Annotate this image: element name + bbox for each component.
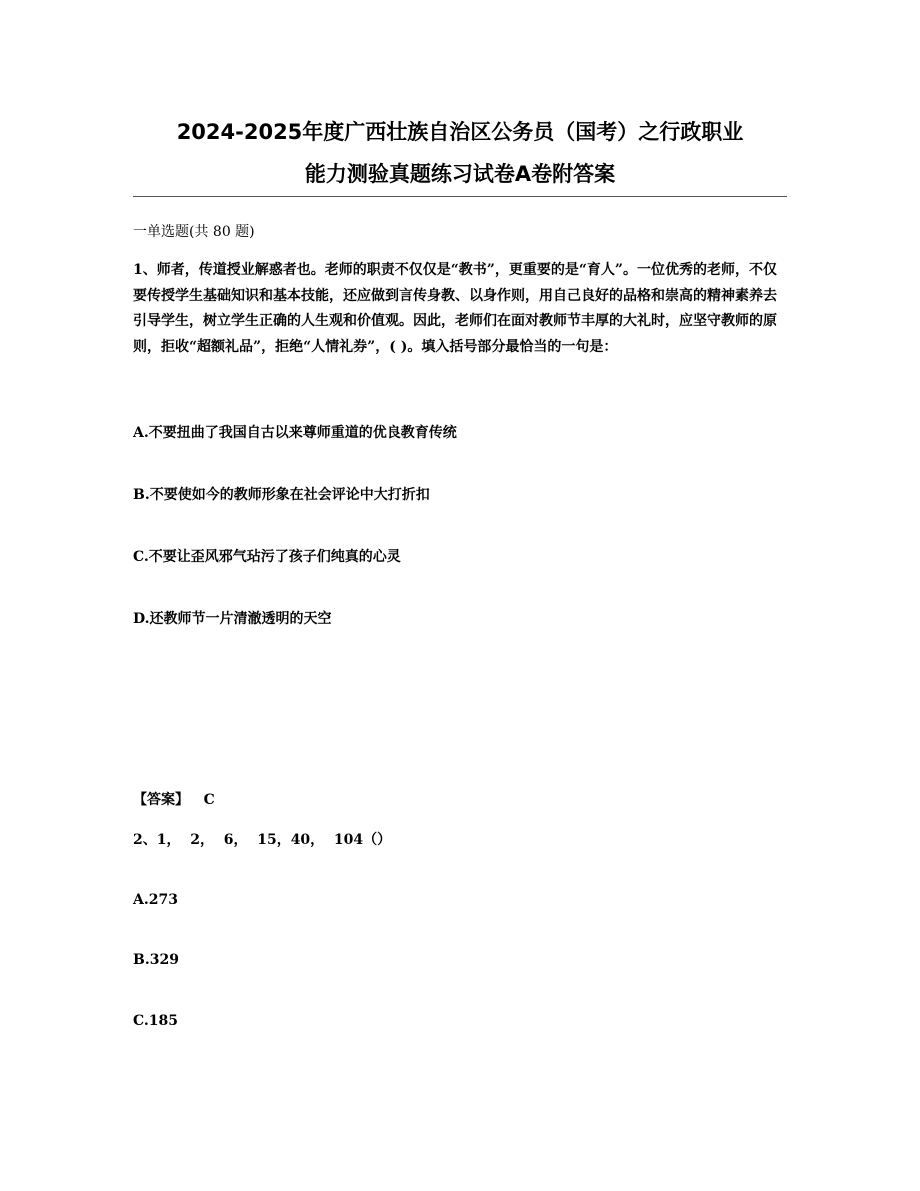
answer-value: C <box>203 792 215 808</box>
title-divider <box>133 196 787 197</box>
question-2-option-c: C.185 <box>133 1013 178 1029</box>
question-1-text: 1、师者，传道授业解惑者也。老师的职责不仅仅是“教书”，更重要的是“育人”。一位优秀的老师，不仅要传授学生基础知识和基本技能，还应做到言传身教、以身作则，用自己良好的品格和崇高的精神素养去引导学生，树立学生正确的人生观和价值观。因此，老师们在面对教师节丰厚的大礼时，应坚守教师的原则，拒收“超额礼品”，拒绝“人情礼券”，( )。填入括号部分最恰当的一句是： <box>133 262 777 355</box>
answer-label: 【答案】 <box>133 792 189 808</box>
question-1-answer <box>133 790 215 810</box>
section-heading: 一单选题(共 80 题) <box>133 224 255 240</box>
question-2-text: 2、1， 2， 6， 15，40， 104（） <box>133 832 392 848</box>
question-1-option-c: C.不要让歪风邪气玷污了孩子们纯真的心灵 <box>133 549 401 565</box>
question-1-option-d: D.还教师节一片清澈透明的天空 <box>133 611 332 627</box>
question-1-option-a: A.不要扭曲了我国自古以来尊师重道的优良教育传统 <box>133 425 457 441</box>
question-2-option-b: B.329 <box>133 952 179 968</box>
document-title <box>133 111 787 195</box>
question-1-option-b: B.不要使如今的教师形象在社会评论中大打折扣 <box>133 487 430 503</box>
title-line-2: 能力测验真题练习试卷A卷附答案 <box>304 162 616 186</box>
question-2-option-a: A.273 <box>133 892 178 908</box>
title-line-1: 2024-2025年度广西壮族自治区公务员（国考）之行政职业 <box>176 120 744 144</box>
